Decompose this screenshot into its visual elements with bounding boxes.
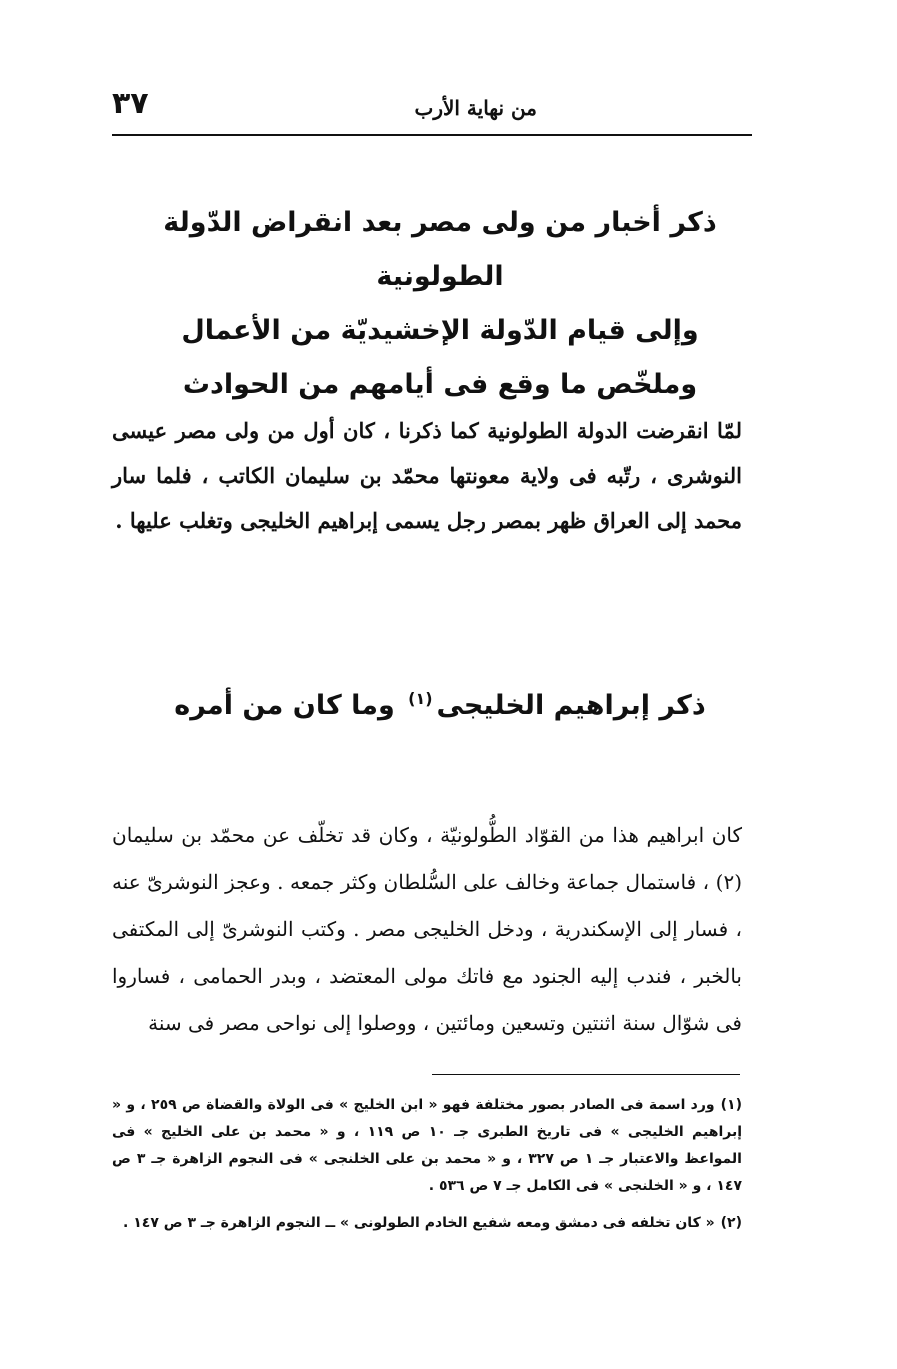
running-header: [112, 86, 752, 136]
footnote-1-number: (١): [720, 1097, 742, 1113]
header-rule: [112, 134, 752, 136]
section-title-1-line-1: ذكر أخبار من ولى مصر بعد انقراض الدّولة الطولونية: [163, 207, 717, 292]
footnote-ref-1: (١): [408, 689, 433, 708]
page-number: ٣٧: [112, 86, 149, 121]
footnotes: [112, 1092, 742, 1247]
footnote-2-text: « كان تخلفه فى دمشق ومعه شفيع الخادم الطولونى » ــ النجوم الزاهرة جـ ٣ ص ١٤٧ .: [123, 1215, 715, 1231]
paragraph-2: كان ابراهيم هذا من القوّاد الطُّولونيّة ، وكان قد تخلّف عن محمّد بن سليمان (٢) ، فاستمال جماعة وخالف على السُّلطان وكثر جمعه . وعجز النوشرىّ عنه ، فسار إلى الإسكندرية ، ودخل الخليجى مصر . وكتب النوشرىّ إلى المكتفى بالخبر ، فندب إليه الجنود مع فاتك مولى المعتضد ، وبدر الحمامى ، فساروا فى شوّال سنة اثنتين وتسعين ومائتين ، ووصلوا إلى نواحى مصر فى سنة: [112, 823, 742, 1035]
footnote-1-text: ورد اسمة فى الصادر بصور مختلفة فهو « ابن الخليج » فى الولاة والقضاة ص ٢٥٩ ، و « إبراهيم الخليجى » فى تاريخ الطبرى جـ ١٠ ص ١١٩ ، و « محمد بن على الخليج » فى المواعظ والاعتبار جـ ١ ص ٣٢٧ ، و « محمد بن على الخلنجى » فى النجوم الزاهرة جـ ٣ ص ١٤٧ ، و « الخلنجى » فى الكامل جـ ٧ ص ٥٣٦ .: [112, 1097, 743, 1194]
footnote-rule: [432, 1074, 740, 1075]
section-title-2: [140, 672, 740, 733]
section-title-2-main: ذكر إبراهيم الخليجى: [436, 690, 706, 721]
footnote-2: [112, 1210, 742, 1237]
footnote-2-number: (٢): [720, 1215, 742, 1231]
section-title-2-rest: وما كان من أمره: [174, 690, 395, 721]
running-title: من نهاية الأرب: [414, 96, 537, 120]
section-title-1: [140, 196, 740, 412]
footnote-1: [112, 1092, 742, 1200]
section-title-1-line-2: وإلى قيام الدّولة الإخشيديّة من الأعمال: [181, 315, 699, 346]
paragraph-1: لمّا انقرضت الدولة الطولونية كما ذكرنا ، كان أول من ولى مصر عيسى النوشرى ، رتّبه فى ولاية معونتها محمّد بن سليمان الكاتب ، فلما سار محمد إلى العراق ظهر بمصر رجل يسمى إبراهيم الخليجى وتغلب عليها .: [112, 418, 742, 533]
section-title-1-line-3: وملخّص ما وقع فى أيامهم من الحوادث: [182, 369, 698, 400]
